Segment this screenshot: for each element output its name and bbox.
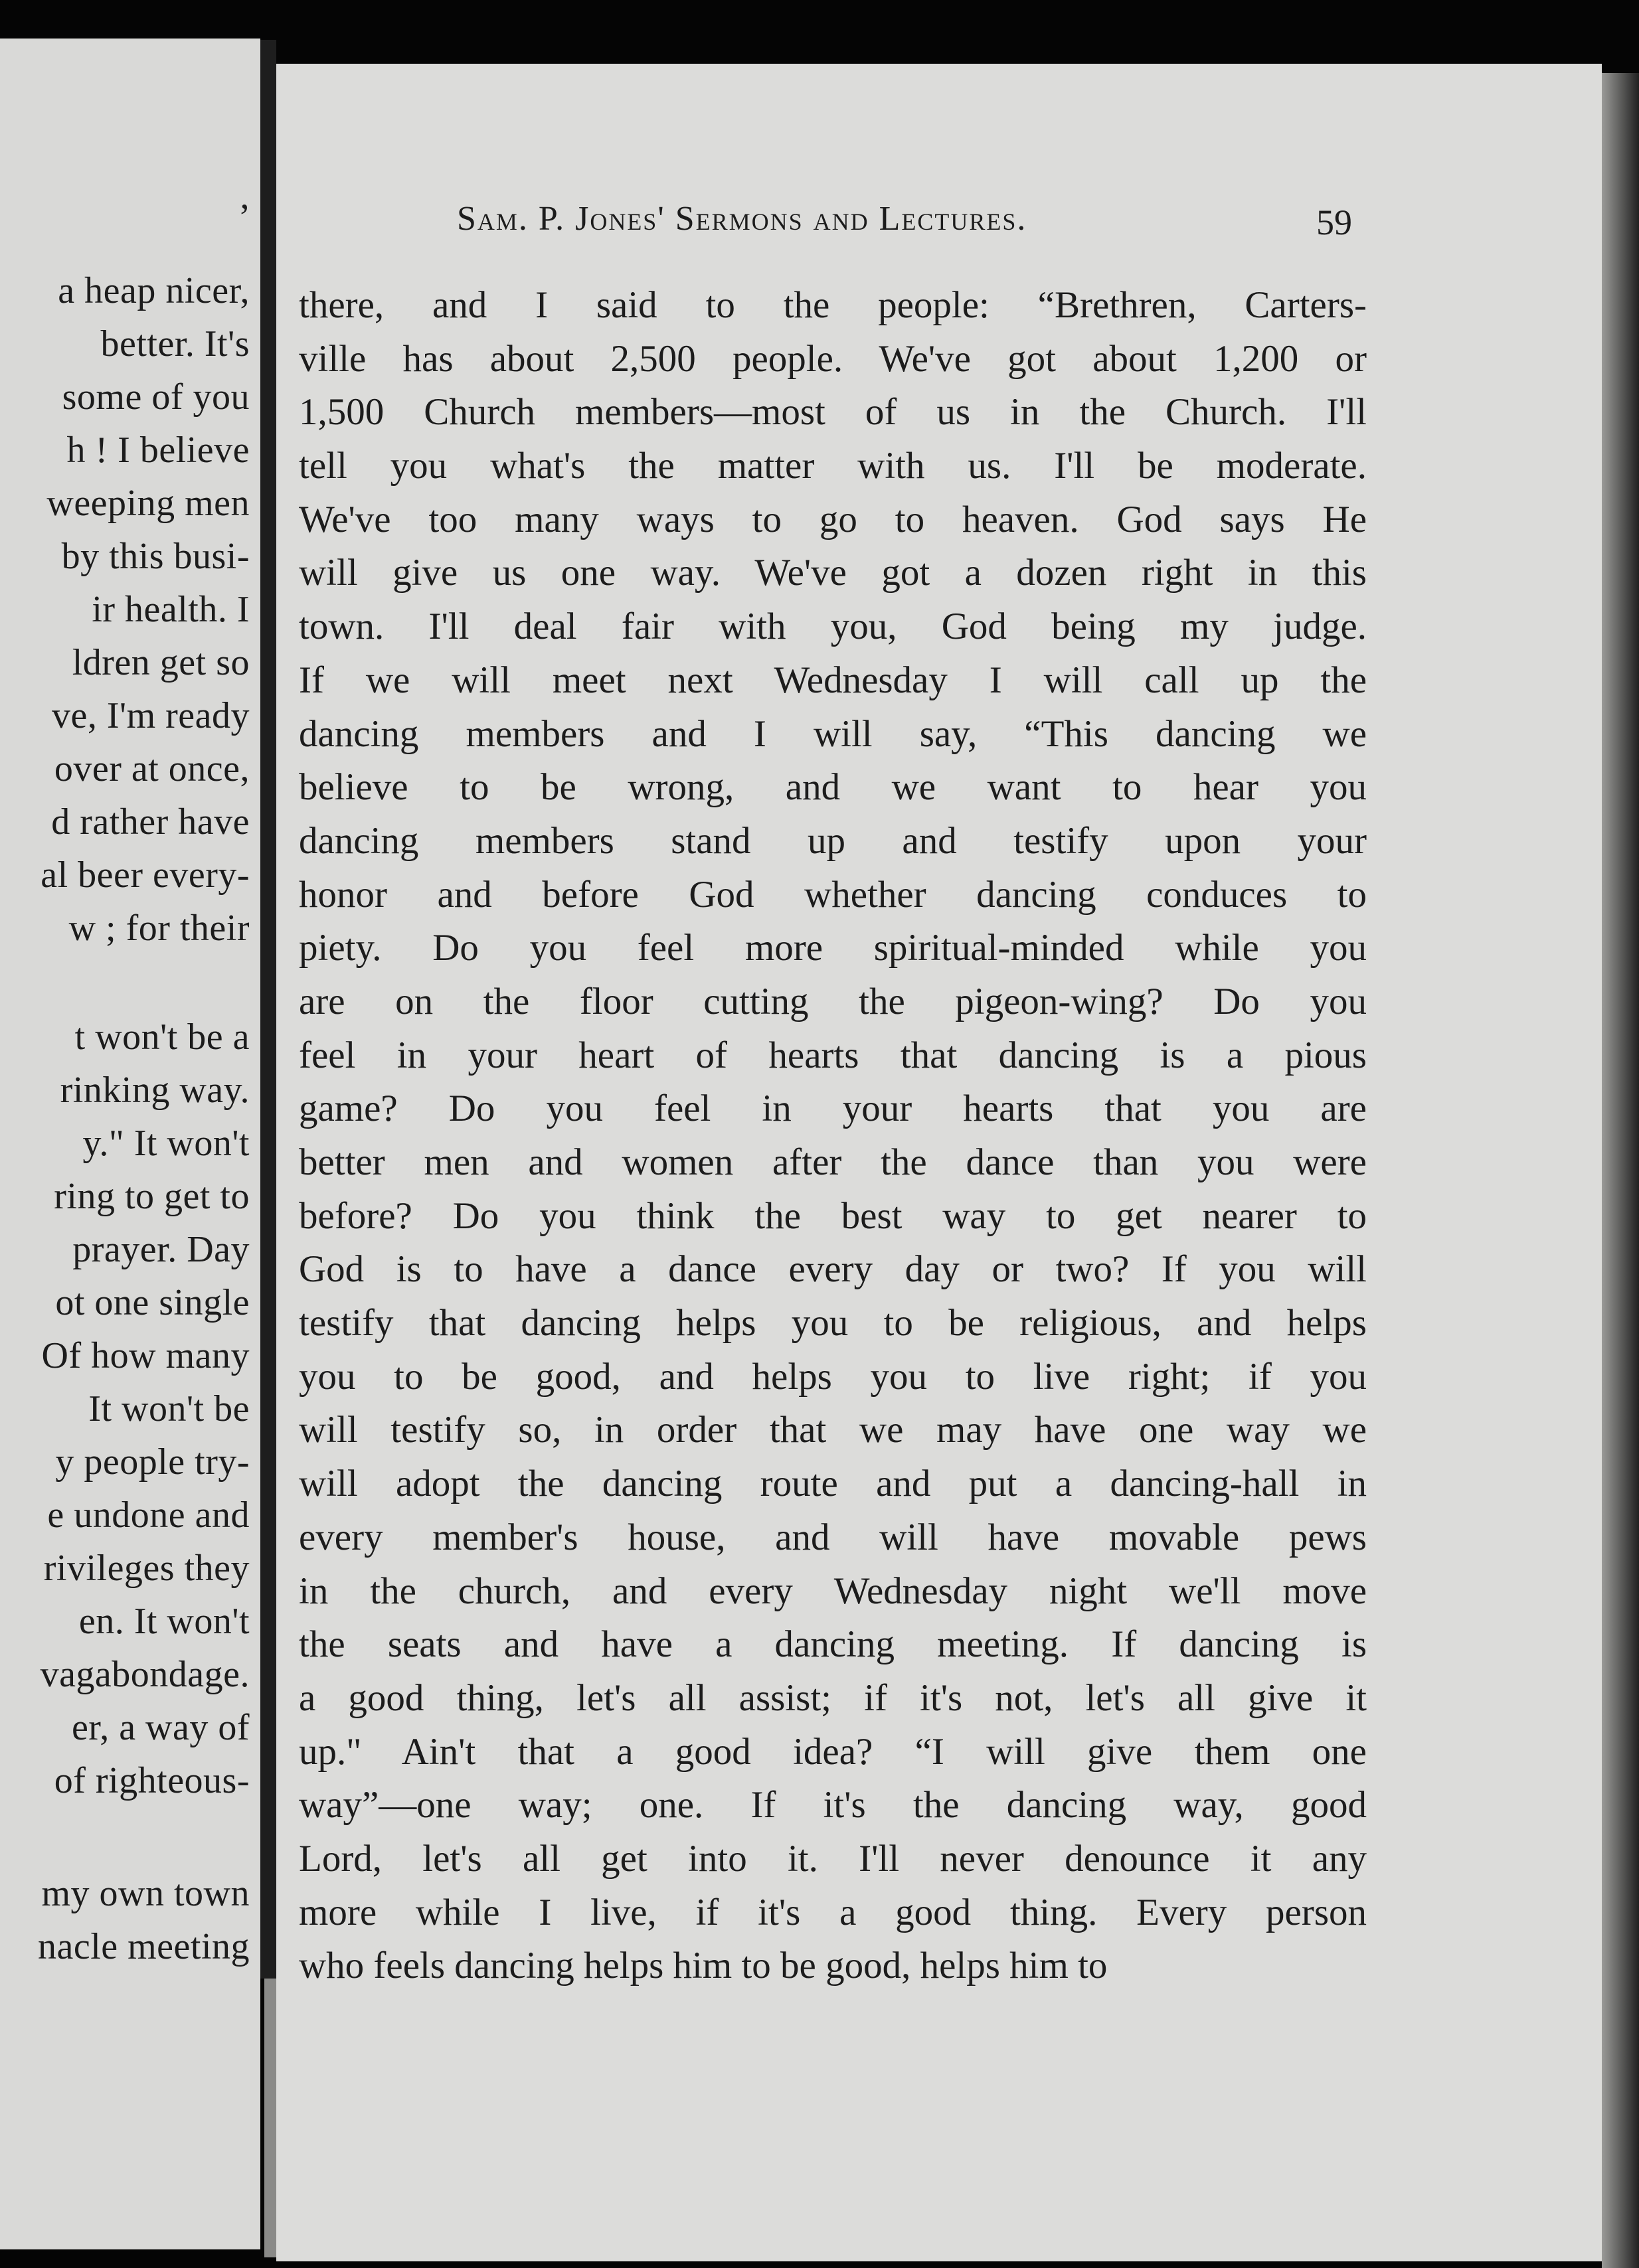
text-line: 1,500 Church members—most of us in the Church. I'll <box>299 391 1367 434</box>
text-line: are on the floor cutting the pigeon-wing? Do you <box>299 980 1367 1022</box>
text-line: every member's house, and will have movable pews <box>299 1516 1367 1558</box>
text-line: you to be good, and helps you to live right; if you <box>299 1355 1367 1398</box>
page-number: 59 <box>1316 202 1352 242</box>
left-page-line: e undone and <box>47 1495 250 1536</box>
text-line: ville has about 2,500 people. We've got about 1,200 or <box>299 337 1367 380</box>
left-page-line: en. It won't <box>78 1601 250 1642</box>
left-page-line: better. It's <box>100 323 250 364</box>
body-text <box>299 279 1367 1993</box>
left-page-line: al beer every- <box>41 854 250 896</box>
text-line: Lord, let's all get into it. I'll never denounce it any <box>299 1837 1367 1880</box>
text-line: in the church, and every Wednesday night we'll move <box>299 1570 1367 1612</box>
left-page-line: , <box>240 176 250 217</box>
text-line: a good thing, let's all assist; if it's not, let's all give it <box>299 1676 1367 1719</box>
text-line: feel in your heart of hearts that dancing is a pious <box>299 1034 1367 1076</box>
text-line: believe to be wrong, and we want to hear you <box>299 766 1367 809</box>
left-page-line: Of how many <box>41 1335 250 1376</box>
left-page-line: some of you <box>62 376 250 418</box>
text-line: will testify so, in order that we may have one way we <box>299 1409 1367 1451</box>
text-line: will adopt the dancing route and put a dancing-hall in <box>299 1463 1367 1505</box>
left-page-line: of righteous- <box>54 1760 250 1801</box>
left-page-line: h ! I believe <box>66 430 250 471</box>
left-page-line: vagabondage. <box>40 1654 250 1695</box>
book-gutter <box>260 40 276 1979</box>
book-gutter-shadow <box>264 1979 276 2257</box>
left-page-line: ir health. I <box>92 589 250 630</box>
left-page-line: ve, I'm ready <box>51 695 250 736</box>
text-line: there, and I said to the people: “Brethren, Carters- <box>299 284 1367 326</box>
text-line: God is to have a dance every day or two? If you will <box>299 1248 1367 1291</box>
text-line: dancing members and I will say, “This dancing we <box>299 712 1367 755</box>
text-line: better men and women after the dance than you were <box>299 1141 1367 1183</box>
left-page-line: y people try- <box>55 1441 250 1483</box>
left-page-line: w ; for their <box>68 908 250 949</box>
left-page-line: my own town <box>41 1873 250 1914</box>
text-line: the seats and have a dancing meeting. If dancing is <box>299 1623 1367 1666</box>
page-edge <box>1602 73 1639 2268</box>
left-page-line: ldren get so <box>72 642 250 683</box>
left-page-line: nacle meeting <box>37 1926 250 1967</box>
left-page-line: y." It won't <box>82 1123 250 1164</box>
text-line: up." Ain't that a good idea? “I will give them one <box>299 1730 1367 1773</box>
text-line: honor and before God whether dancing conduces to <box>299 873 1367 916</box>
left-page-line: rivileges they <box>43 1548 250 1589</box>
text-line: who feels dancing helps him to be good, helps him to <box>299 1945 1108 1987</box>
text-line: way”—one way; one. If it's the dancing way, good <box>299 1784 1367 1826</box>
left-page-line: rinking way. <box>60 1070 250 1111</box>
left-page-line: ring to get to <box>54 1176 250 1217</box>
text-line: game? Do you feel in your hearts that you are <box>299 1088 1367 1130</box>
left-page-line: ot one single <box>55 1282 250 1323</box>
left-page-line: over at once, <box>54 748 250 789</box>
text-line: more while I live, if it's a good thing. Every person <box>299 1891 1367 1933</box>
left-page-line: by this busi- <box>61 536 250 577</box>
text-line: If we will meet next Wednesday I will call up the <box>299 659 1367 701</box>
left-page-line: weeping men <box>46 483 250 524</box>
text-line: piety. Do you feel more spiritual-minded while you <box>299 927 1367 969</box>
text-line: tell you what's the matter with us. I'll be moderate. <box>299 445 1367 487</box>
running-head: Sam. P. Jones' Sermons and Lectures. <box>457 200 1027 238</box>
left-page-line: prayer. Day <box>72 1229 250 1270</box>
left-page-line: t won't be a <box>74 1016 250 1058</box>
left-page-line: It won't be <box>88 1388 250 1429</box>
left-page-line: a heap nicer, <box>58 270 250 311</box>
text-line: town. I'll deal fair with you, God being my judge. <box>299 606 1367 648</box>
text-line: We've too many ways to go to heaven. God says He <box>299 498 1367 540</box>
text-line: dancing members stand up and testify upon your <box>299 819 1367 862</box>
left-page-line: d rather have <box>51 801 250 843</box>
text-line: testify that dancing helps you to be religious, and helps <box>299 1302 1367 1344</box>
left-page-fragment <box>0 39 260 2249</box>
text-line: before? Do you think the best way to get nearer to <box>299 1194 1367 1237</box>
text-line: will give us one way. We've got a dozen right in this <box>299 552 1367 594</box>
left-page-line: er, a way of <box>71 1707 250 1748</box>
